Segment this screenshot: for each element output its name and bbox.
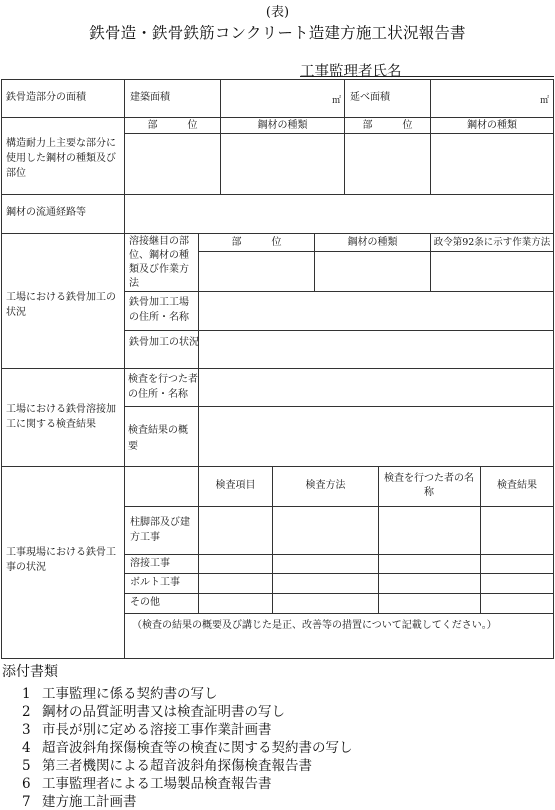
attachment-item: 1 工事監理に係る契約書の写し <box>22 686 218 702</box>
building-area-label: 建築面積 <box>130 92 170 103</box>
factory-row-label: 工場における鉄骨加工の状況 <box>6 292 116 318</box>
factory-col-method: 政令第92条に示す作業方法 <box>433 237 551 248</box>
factory-address-label: 鉄骨加工工場の住所・名称 <box>129 297 189 323</box>
site-row-label: 工事現場における鉄骨工事の状況 <box>6 547 116 573</box>
attachments-heading: 添付書類 <box>2 664 58 680</box>
factory-col-part: 部 位 <box>231 237 282 248</box>
attachment-item: 7 建方施工計画書 <box>22 794 137 810</box>
attachment-item: 2 鋼材の品質証明書又は検査証明書の写し <box>22 704 285 720</box>
attachment-item: 6 工事監理者による工場製品検査報告書 <box>22 776 272 792</box>
site-note: （検査の結果の概要及び講じた是正、改善等の措置について記載してください。） <box>132 620 497 631</box>
total-floor-area-label: 延べ面積 <box>350 92 390 103</box>
welded-joint-label: 溶接継目の部位、鋼材の種類及び作業方法 <box>129 236 189 289</box>
inspection-row-label: 工場における鉄骨溶接加工に関する検査結果 <box>6 404 116 430</box>
total-floor-area-unit: ㎡ <box>540 96 550 106</box>
inspection-summary-label: 検査結果の概要 <box>128 425 188 452</box>
area-row-label: 鉄骨造部分の面積 <box>6 92 86 103</box>
factory-col-type: 鋼材の種類 <box>347 237 398 248</box>
site-row-bolts: ボルト工事 <box>130 577 180 588</box>
materials-row-label: 構造耐力上主要な部分に使用した鋼材の種類及び部位 <box>6 138 116 179</box>
form-title: 鉄骨造・鉄骨鉄筋コンクリート造建方施工状況報告書 <box>89 24 466 42</box>
supervisor-name-label: 工事監理者氏名 <box>300 64 402 80</box>
inspector-label: 検査を行つた者の住所・名称 <box>128 374 198 400</box>
supervisor-name-line <box>300 76 554 77</box>
materials-col-part-2: 部 位 <box>362 120 413 131</box>
total-floor-area-input[interactable] <box>436 99 536 113</box>
attachment-item: 5 第三者機関による超音波斜角探傷検査報告書 <box>22 758 312 774</box>
site-row-welding: 溶接工事 <box>130 558 170 569</box>
materials-col-part-1: 部 位 <box>147 120 198 131</box>
factory-status-label: 鉄骨加工の状況 <box>129 337 199 348</box>
site-col-result: 検査結果 <box>497 480 537 491</box>
site-col-item: 検査項目 <box>215 480 256 491</box>
materials-col-type-1: 鋼材の種類 <box>257 120 308 131</box>
building-area-unit: ㎡ <box>332 96 342 106</box>
materials-col-type-2: 鋼材の種類 <box>467 120 517 131</box>
building-area-input[interactable] <box>226 99 326 113</box>
attachment-item: 4 超音波斜角探傷検査等の検査に関する契約書の写し <box>22 740 353 756</box>
site-row-other: その他 <box>130 597 160 608</box>
distribution-row-label: 鋼材の流通経路等 <box>6 207 86 218</box>
site-col-method: 検査方法 <box>305 480 346 491</box>
form-side-label: (表) <box>265 5 290 20</box>
site-row-column-base: 柱脚部及び建方工事 <box>130 517 190 543</box>
attachment-item: 3 市長が別に定める溶接工事作業計画書 <box>22 722 272 738</box>
site-col-inspector: 検査を行つた者の名称 <box>384 473 474 498</box>
